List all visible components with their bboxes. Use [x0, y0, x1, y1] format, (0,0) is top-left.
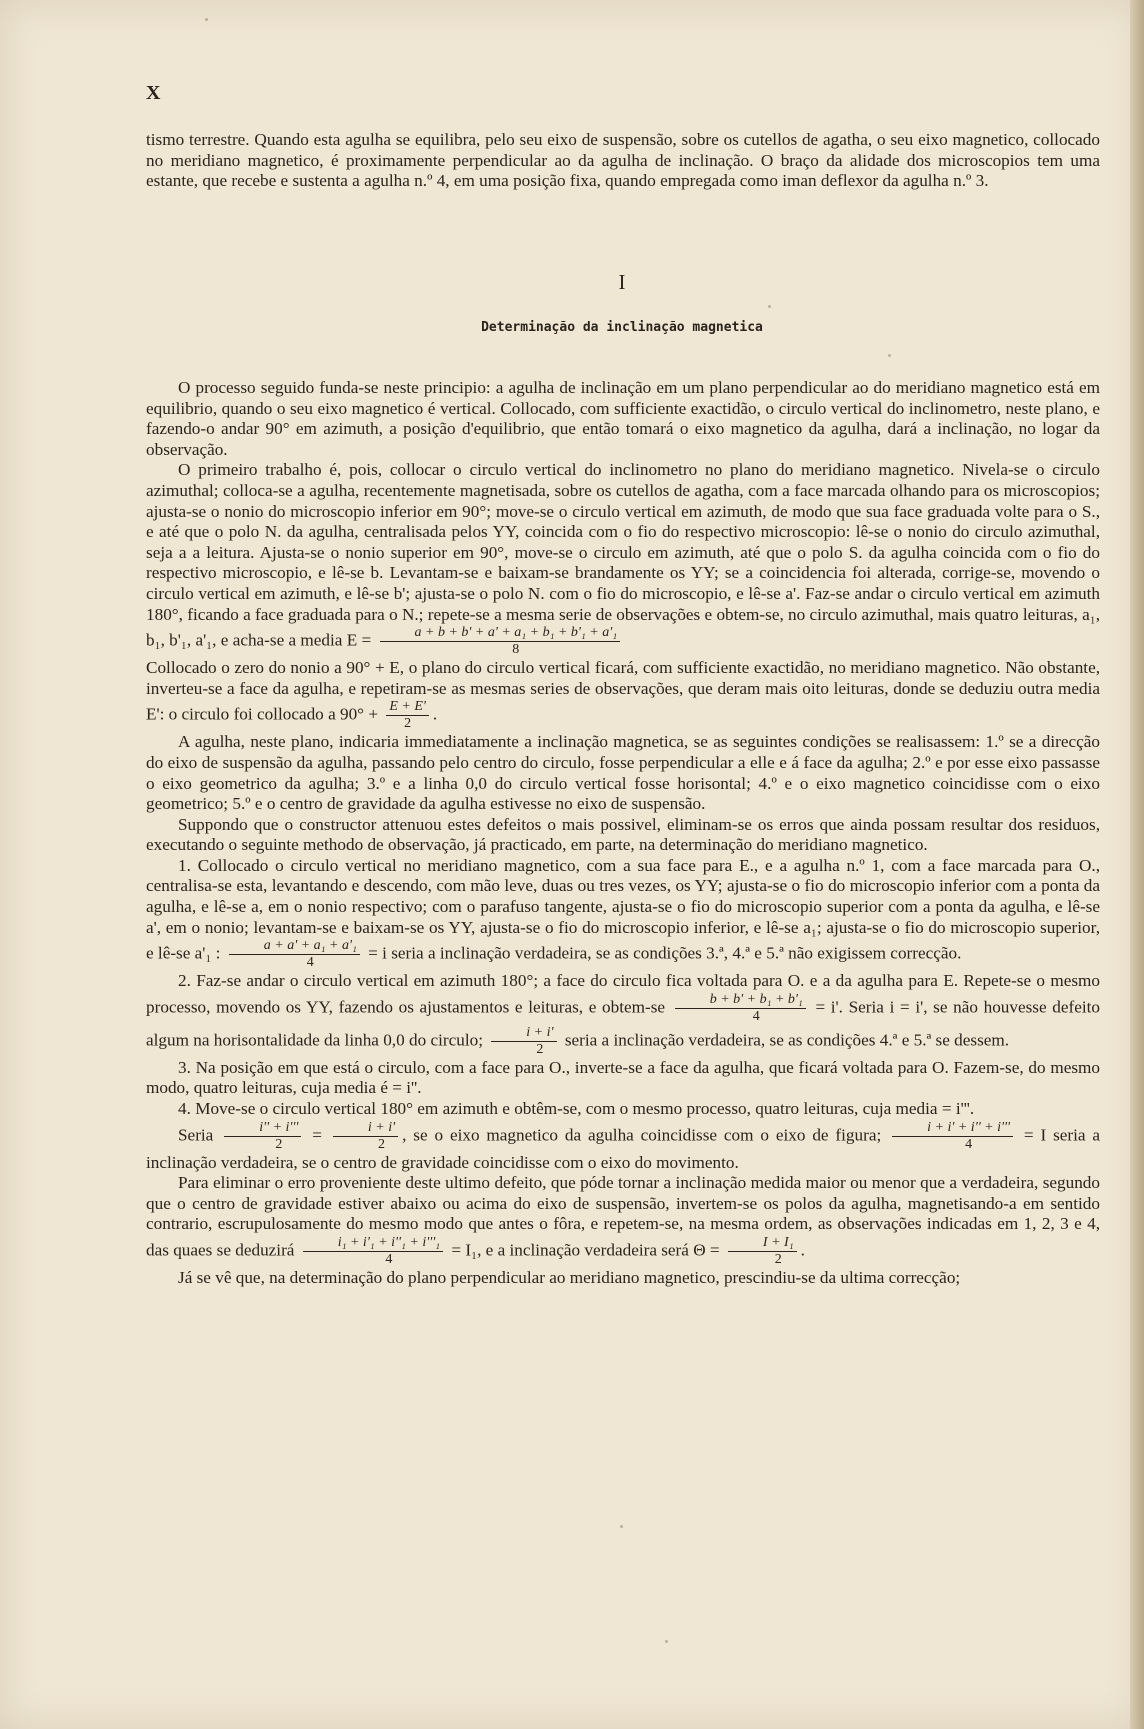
chapter-number: I: [618, 270, 626, 294]
paragraph-11-text: Para eliminar o erro proveniente deste ultimo defeito, que póde tornar a inclinação medida maior ou menor que a verdadeira, segundo que o centro de gravidade estiver abaixo ou acima do eixo de suspensão, invertem-se os polos da agulha, magnetisando-a em sentido contrario, escrupulosamente do mesmo modo que antes o fôra, e repetem-se, na mesma ordem, as observações indicadas em 1, 2, 3 e 4, das quaes se deduzirá: [146, 1173, 1100, 1260]
paragraph-7-tail: = i'. Seria i = i', se não houvesse defeito algum na horisontalidade da linha 0,0 do circulo;: [146, 997, 1100, 1050]
paragraph-6-tail: = i seria a inclinação verdadeira, se as condições 3.ª, 4.ª e 5.ª não exigissem correcção.: [368, 943, 962, 963]
formula-numerator: E + E': [386, 699, 429, 716]
paper-speck: [888, 354, 891, 357]
paragraph-10-start: Seria: [178, 1125, 214, 1145]
paragraph-10: Seria $\frac{i'' + i'''}{2}$ = $\frac{i + i'}{2}$ , se o eixo magnetico da agulha coincidisse com o eixo de figura; $\frac{i + i' + i'' + i'''}{4}$ = I seria a inclinação verdadeira, se o centro de gravidade coincidisse com o eixo do movimento.: [146, 1119, 1101, 1172]
formula-big-i: [892, 1120, 1013, 1153]
formula-i-mean: [491, 1025, 556, 1058]
paragraph-3: Collocado o zero do nonio a 90° + E, o plano do circulo vertical ficará, com sufficiente exactidão, no meridiano magnetico. Não obstante, inverteu-se a face da agulha, e repetiram-se as mesmas series de observações, que deram mais oito leituras, donde se deduziu outra media E': o circulo foi collocado a 90° + $\frac{E + E'}{2}$ .: [146, 658, 1100, 732]
paragraph-7-text: 2. Faz-se andar o circulo vertical em azimuth 180°; a face do circulo fica voltada para O. e a da agulha para E. Repete-se o mesmo processo, movendo os YY, fazendo os ajustamentos e leituras, e obtem-se: [146, 971, 1100, 1017]
formula-numerator: i + i': [333, 1120, 398, 1137]
paper-speck: [205, 18, 208, 21]
formula-denominator: 4: [306, 955, 314, 971]
formula-denominator: 4: [752, 1008, 760, 1024]
formula-denominator: 8: [512, 642, 520, 658]
intro-text: tismo terrestre. Quando esta agulha se equilibra, pelo seu eixo de suspensão, sobre os cutellos de agatha, o seu eixo magnetico, collocado no meridiano magnetico, é proximamente perpendicular ao da agulha de inclinação. O braço da alidade dos microscopios tem uma estante, que recebe e sustenta a agulha n.º 4, em uma posição fixa, quando empregada como iman deflexor da agulha n.º 3.: [146, 130, 1100, 191]
formula-numerator: i'' + i''': [224, 1120, 301, 1137]
formula-numerator: i₁ + i'₁ + i''₁ + i'''₁: [303, 1235, 443, 1252]
paper-speck: [665, 1640, 668, 1643]
main-text: [146, 378, 1100, 1289]
formula-denominator: 4: [965, 1136, 973, 1152]
paper-speck: [620, 1525, 623, 1528]
paragraph-1: O processo seguido funda-se neste principio: a agulha de inclinação em um plano perpendicular ao do meridiano magnetico está em equilibrio, quando o seu eixo magnetico é vertical. Collocado, com sufficiente exactidão, o circulo vertical do inclinometro, neste plano, e fazendo-o andar 90° em azimuth, a posição d'equilibrio, que então tomará o eixo magnetico da agulha, dará a inclinação, no logar da observação.: [146, 378, 1100, 459]
paragraph-5: Suppondo que o constructor attenuou estes defeitos o mais possivel, eliminam-se os erros que ainda possam resultar dos residuos, executando o seguinte methodo de observação, já practicado, em parte, na determinação do meridiano magnetico.: [146, 814, 1100, 855]
paragraph-2: [146, 460, 1100, 658]
paragraph-6-text: 1. Collocado o circulo vertical no meridiano magnetico, com a sua face para E., e a agulha n.º 1, com a face marcada para O., centralisa-se esta, levantando e descendo, com mão leve, duas ou tres vezes, os YY; ajusta-se o fio do microscopio inferior com a ponta da agulha, e lê-se a, em o nonio respectivo; com o parafuso tangente, ajusta-se o fio do microscopio superior com a ponta da agulha, e lê-se a', em o nonio; levantam-se e baixam-se os YY, ajusta-se o fio do microscopio inferior, e lê-se a₁; ajusta-se o fio do microscopio superior, e lê-se a'₁ :: [146, 855, 1100, 963]
formula-theta: [728, 1235, 797, 1268]
intro-paragraph: [146, 130, 1100, 192]
formula-denominator: 2: [536, 1041, 544, 1057]
page-number: X: [146, 82, 162, 104]
formula-numerator: a + b + b' + a' + a₁ + b₁ + b'₁ + a'₁: [380, 625, 621, 642]
paragraph-11: Para eliminar o erro proveniente deste ultimo defeito, que póde tornar a inclinação medida maior ou menor que a verdadeira, segundo que o centro de gravidade estiver abaixo ou acima do eixo de suspensão, invertem-se os polos da agulha, magnetisando-a em sentido contrario, escrupulosamente do mesmo modo que antes o fôra, e repetem-se, na mesma ordem, as observações indicadas em 1, 2, 3 e 4, das quaes se deduzirá $\frac{\text{i₁ + i'₁ + i''₁ + i'''₁}}{4}$ = I₁, e a inclinação verdadeira será Θ = $\frac{\text{I + I₁}}{2}$ .: [146, 1173, 1100, 1267]
formula-numerator: a + a' + a₁ + a'₁: [229, 938, 360, 955]
paragraph-3-text: Collocado o zero do nonio a 90° + E, o plano do circulo vertical ficará, com sufficiente exactidão, no meridiano magnetico. Não obstante, inverteu-se a face da agulha, e repetiram-se as mesmas series de observações, que deram mais oito leituras, donde se deduziu outra media E': o circulo foi collocado a 90° +: [146, 658, 1100, 724]
paragraph-9: 4. Move-se o circulo vertical 180° em azimuth e obtêm-se, com o mesmo processo, quatro leituras, cuja media = i'''.: [178, 1099, 975, 1119]
formula-numerator: i + i': [491, 1025, 556, 1042]
paragraph-7-tail-2: seria a inclinação verdadeira, se as condições 4.ª e 5.ª se dessem.: [564, 1030, 1010, 1050]
paragraph-12: Já se vê que, na determinação do plano perpendicular ao meridiano magnetico, prescindiu-se da ultima correcção;: [178, 1268, 961, 1287]
paragraph-2-text: O primeiro trabalho é, pois, collocar o circulo vertical do inclinometro no plano do meridiano magnetico. Nivela-se o circulo azimuthal; colloca-se a agulha, recentemente magnetisada, sobre os cutellos de agatha, com a face marcada olhando para os microscopios; ajusta-se o nonio do microscopio inferior em 90°; move-se o circulo vertical em azimuth, de modo que sua face graduada volte para o S., e até que o polo N. da agulha, centralisada pelos YY, coincida com o fio do respectivo microscopio: lê-se o nonio do circulo azimuthal, seja a a leitura. Ajusta-se o nonio superior em 90°, move-se o circulo em azimuth, até que o polo S. da agulha coincida com o fio do respectivo microscopio, e lê-se b. Levantam-se e baixam-se brandamente os YY; se a coincidencia foi alterada, corrige-se, movendo o circulo vertical em azimuth, e lê-se b'; ajusta-se o polo N. com o fio do microscopio, e lê-se a'. Faz-se andar o circulo vertical em azimuth 180°, ficando a face graduada para o N.; repete-se a mesma serie de observações e obtem-se, no circulo azimuthal, mais quatro leituras, a₁, b₁, b'₁, a'₁, e acha-se a media E =: [146, 460, 1100, 650]
section-heading: Determinação da inclinação magnetica: [481, 320, 763, 335]
paragraph-10-end: = I seria a inclinação verdadeira, se o centro de gravidade coincidisse com o eixo do movimento.: [146, 1125, 1101, 1172]
formula-denominator: 2: [275, 1136, 283, 1152]
formula-denominator: 2: [774, 1252, 782, 1267]
formula-mean-e: [380, 625, 621, 658]
paper-speck: [768, 305, 771, 308]
paragraph-4: A agulha, neste plano, indicaria immediatamente a inclinação magnetica, se as seguintes condições se realisassem: 1.º se a direcção do eixo de suspensão da agulha, passando pelo centro do circulo, fosse perpendicular a elle e á face da agulha; 2.º e por esse eixo passasse o eixo geometrico da agulha; 3.º e a linha 0,0 do circulo vertical fosse horisontal; 4.º e o eixo magnetico coincidisse com o eixo geometrico; 5.º e o centro de gravidade da agulha estivesse no eixo de suspensão.: [146, 732, 1100, 814]
formula-i-single: [333, 1120, 398, 1153]
formula-i: [229, 938, 360, 971]
formula-numerator: i + i' + i'' + i''': [892, 1120, 1013, 1137]
formula-denominator: 4: [385, 1252, 393, 1267]
formula-numerator: b + b' + b₁ + b'₁: [675, 992, 806, 1009]
formula-denominator: 2: [404, 716, 412, 732]
paragraph-8: 3. Na posição em que está o circulo, com a face para O., inverte-se a face da agulha, que ficará voltada para O. Fazem-se, do mesmo modo, quatro leituras, cuja media é = i''.: [146, 1057, 1100, 1098]
page-edge: [1130, 0, 1144, 1729]
formula-i1: [303, 1235, 443, 1268]
paragraph-10-middle: , se o eixo magnetico da agulha coincidisse com o eixo de figura;: [402, 1125, 882, 1145]
paragraph-6: [146, 856, 1100, 971]
formula-mean-e-e: [386, 699, 429, 732]
paragraph-7: [146, 971, 1100, 1058]
formula-i-double: [224, 1120, 301, 1153]
formula-denominator: 2: [377, 1136, 385, 1152]
paragraph-11-tail: = I₁, e a inclinação verdadeira será Θ =: [451, 1240, 720, 1260]
formula-numerator: I + I₁: [728, 1235, 797, 1252]
formula-i-prime: [675, 992, 806, 1025]
